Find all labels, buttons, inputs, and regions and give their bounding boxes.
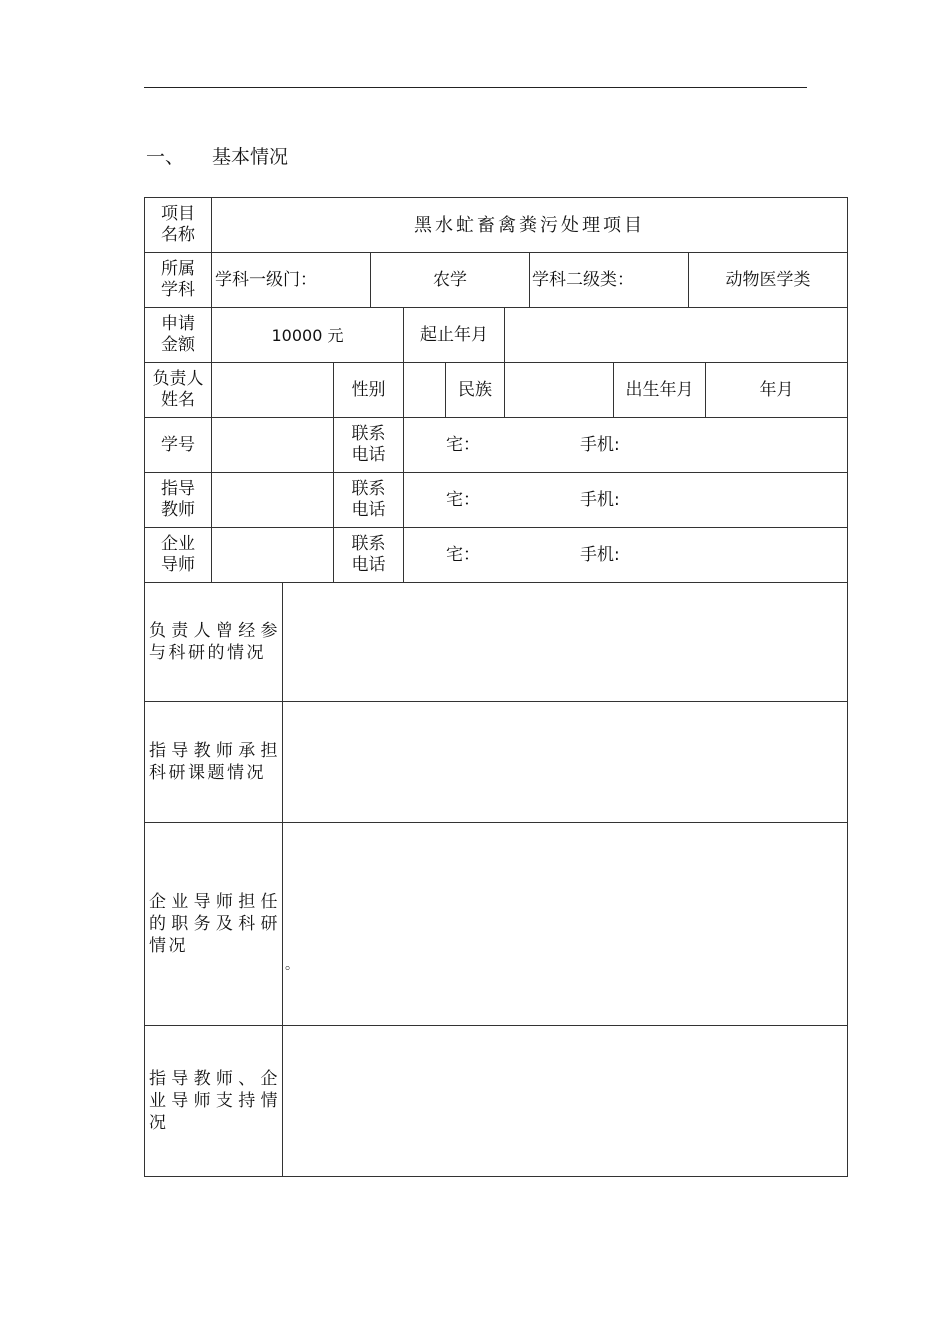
mobile-phone-label: 手机: [580,544,620,565]
home-phone-label: 宅： [446,489,480,510]
support-label: 指导教师、企业导师支持情况 [144,1025,283,1177]
leader-name-label: 负责人 姓名 [144,362,212,418]
discipline-level2-label: 学科二级类： [529,252,689,308]
period-value[interactable] [504,307,848,363]
header-rule [144,87,807,88]
home-phone-label: 宅： [446,434,480,455]
leader-research-label: 负责人曾经参与科研的情况 [144,582,283,702]
gender-value[interactable] [403,362,446,418]
section-heading [146,142,288,169]
support-content[interactable] [282,1025,848,1177]
discipline-level1-label: 学科一级门： [211,252,371,308]
leader-name-value[interactable] [211,362,334,418]
mentor-duties-label: 企业导师担任的职务及科研情况 [144,822,283,1026]
ethnicity-label: 民族 [445,362,505,418]
mentor-duties-content[interactable] [282,822,848,1026]
project-name-label: 项目 名称 [144,197,212,253]
discipline-label: 所属 学科 [144,252,212,308]
advisor-phone-label: 联系 电话 [333,472,404,528]
mentor-phone-label: 联系 电话 [333,527,404,583]
mobile-phone-label: 手机: [580,434,620,455]
mobile-phone-label: 手机: [580,489,620,510]
project-name-value[interactable]: 黑水虻畜禽粪污处理项目 [211,197,848,253]
section-number: 一、 [146,146,185,168]
section-title: 基本情况 [212,146,289,168]
birth-value[interactable]: 年月 [705,362,848,418]
gender-label: 性别 [333,362,404,418]
contact-phone-value[interactable] [403,417,848,473]
student-id-label: 学号 [144,417,212,473]
discipline-level1-value[interactable]: 农学 [370,252,530,308]
student-id-value[interactable] [211,417,334,473]
birth-label: 出生年月 [613,362,706,418]
period-label: 起止年月 [403,307,505,363]
discipline-level2-value[interactable]: 动物医学类 [688,252,848,308]
leader-research-content[interactable] [282,582,848,702]
advisor-projects-content[interactable] [282,701,848,823]
mentor-duties-text: 。 [285,957,299,973]
enterprise-mentor-label: 企业 导师 [144,527,212,583]
enterprise-mentor-value[interactable] [211,527,334,583]
home-phone-label: 宅： [446,544,480,565]
advisor-value[interactable] [211,472,334,528]
ethnicity-value[interactable] [504,362,614,418]
contact-phone-label: 联系 电话 [333,417,404,473]
funding-amount[interactable]: 10000 元 [211,307,404,363]
mentor-phone-value[interactable] [403,527,848,583]
advisor-projects-label: 指导教师承担科研课题情况 [144,701,283,823]
advisor-phone-value[interactable] [403,472,848,528]
funding-label: 申请 金额 [144,307,212,363]
advisor-label: 指导 教师 [144,472,212,528]
